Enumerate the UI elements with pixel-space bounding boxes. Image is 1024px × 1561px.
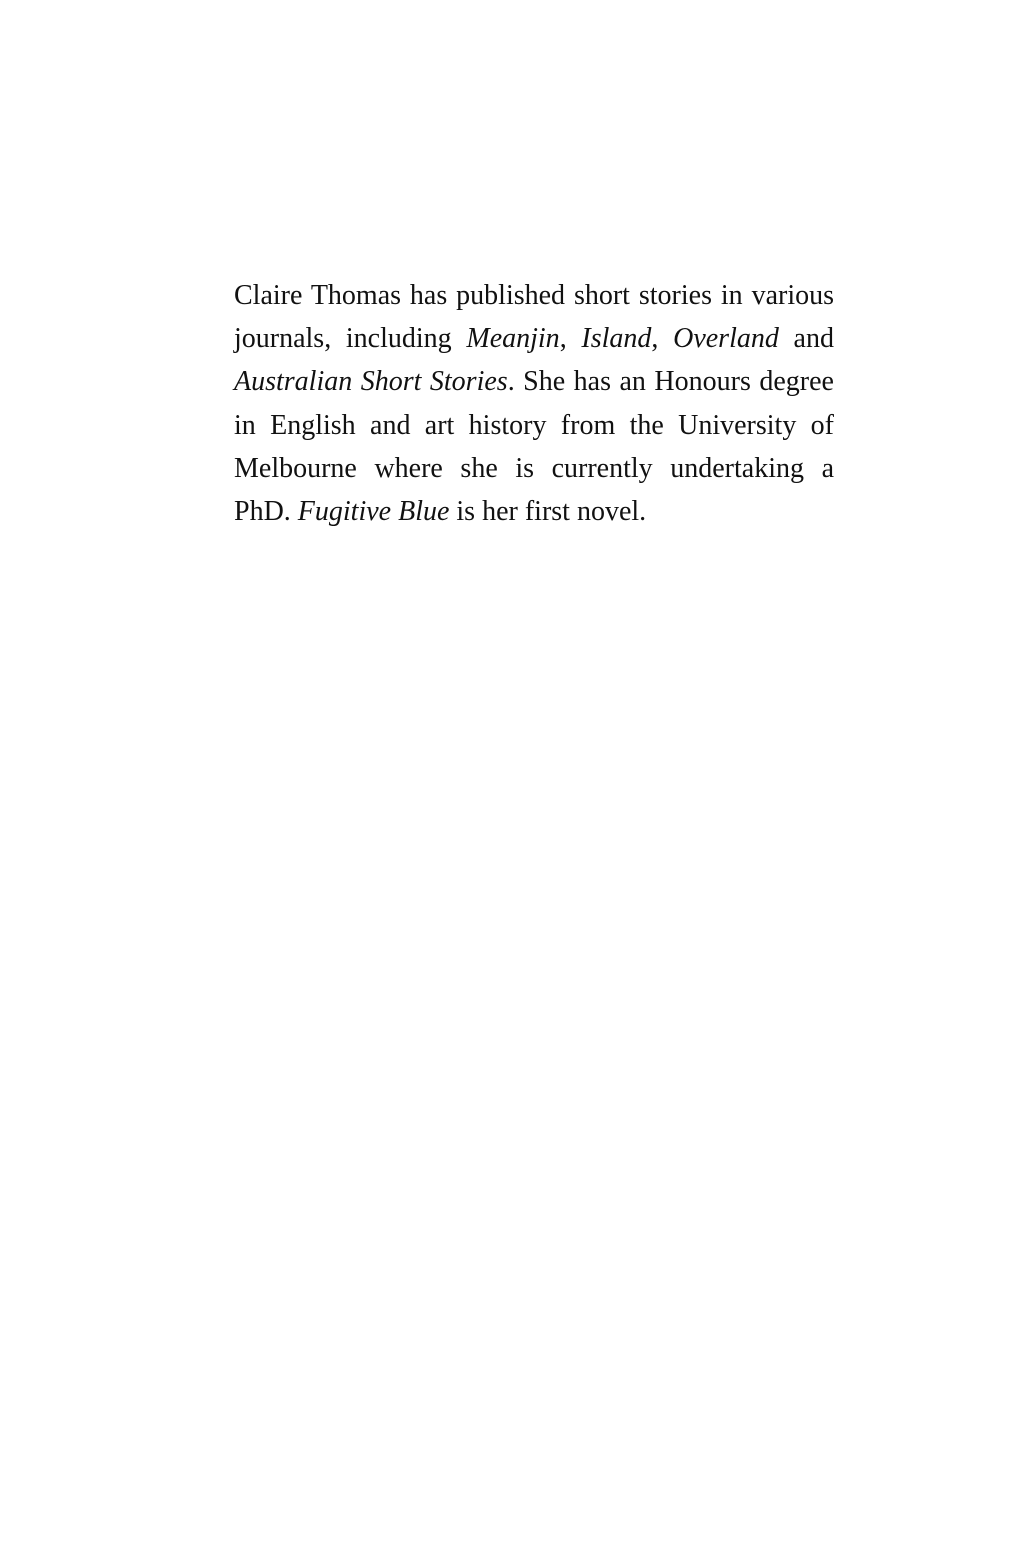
bio-text: Claire Thomas has published short stories in various journals, including	[234, 280, 834, 355]
bio-text: ,	[559, 323, 582, 355]
bio-text: and	[778, 323, 834, 355]
bio-text: is her first novel.	[449, 496, 647, 528]
bio-text: . She has an Honours degree in English and art history from the University of Melbourne where she is currently undertaking a PhD.	[234, 366, 834, 528]
journal-title-meanjin: Meanjin	[466, 323, 560, 355]
journal-title-australian-short-stories: Australian Short Stories	[234, 366, 508, 398]
novel-title: Fugitive Blue	[297, 496, 450, 528]
journal-title-overland: Overland	[673, 323, 779, 355]
journal-title-island: Island	[581, 323, 652, 355]
bio-text: ,	[651, 323, 674, 355]
author-bio	[234, 274, 834, 533]
